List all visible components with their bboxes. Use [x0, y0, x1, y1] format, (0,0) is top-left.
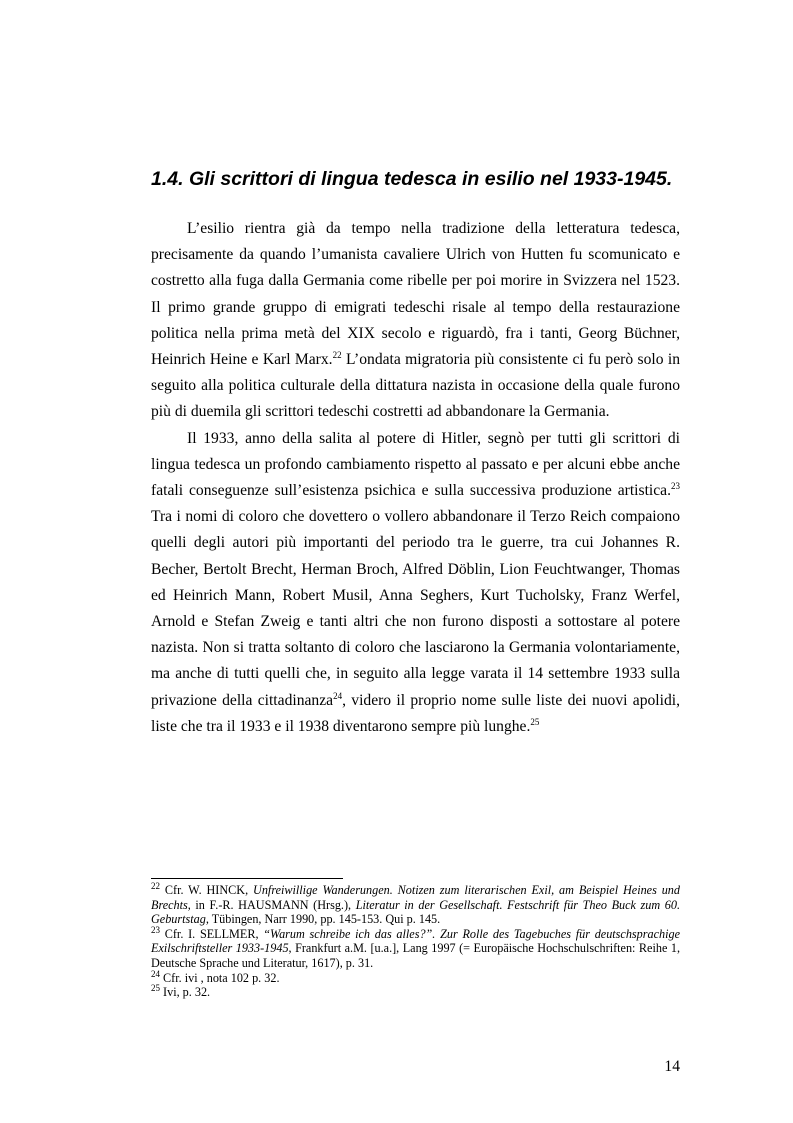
footnote-24 — [151, 968, 680, 986]
footnote-text: , Frankfurt a.M. [u.a.], Lang 1997 (= Europäische Hochschulschriften: Reihe 1, Deutsche Sprache und Literatur, 1617), p. 31. — [151, 941, 680, 970]
paragraph-text: , videro il proprio nome sulle liste dei nuovi apolidi, liste che tra il 1933 e il 1938 diventarono sempre più lunghe. — [151, 691, 680, 735]
footnote-text: Cfr. I. SELLMER, — [160, 926, 264, 941]
footnote-title: Unfreiwillige Wanderungen. Notizen zum literarischen Exil, am Beispiel Heines und Brechts, — [151, 883, 680, 912]
paragraph-1 — [151, 216, 680, 426]
footnote-number: 24 — [151, 968, 160, 979]
footnote-number: 23 — [151, 924, 160, 935]
footnote-text: Cfr. W. HINCK, — [160, 883, 254, 897]
footnote-text: in F.-R. HAUSMANN (Hrsg.), — [190, 897, 356, 912]
footnote-separator — [151, 878, 343, 879]
paragraph-text: L’esilio rientra già da tempo nella tradizione della letteratura tedesca, precisamente da quando l’umanista cavaliere Ulrich von Hutten fu scomunicato e costretto alla fuga dalla Germania come ribelle per poi morire in Svizzera nel 1523. Il primo grande gruppo di emigrati tedeschi risale al tempo della restaurazione politica nella prima metà del XIX secolo e riguardò, fra i tanti, Georg Büchner, Heinrich Heine e Karl Marx. — [151, 220, 680, 369]
body-text — [151, 216, 680, 740]
section-heading: 1.4. Gli scrittori di lingua tedesca in esilio nel 1933-1945. — [151, 168, 673, 190]
paragraph-text: Il 1933, anno della salita al potere di Hitler, segnò per tutti gli scrittori di lingua tedesca un profondo cambiamento rispetto al passato e per alcuni ebbe anche fatali conseguenze sull’esistenza psichica e sulla successiva produzione artistica. — [151, 429, 680, 500]
footnote-ref-22[interactable]: 22 — [332, 349, 342, 360]
page-number: 14 — [664, 1058, 680, 1075]
footnote-number: 22 — [151, 880, 160, 891]
footnote-number: 25 — [151, 983, 160, 994]
footnotes — [151, 880, 680, 1000]
footnote-text: Ivi, p. 32. — [160, 985, 211, 1000]
footnote-23 — [151, 924, 680, 971]
footnote-text: Tübingen, Narr 1990, pp. 145-153. Qui p. 145. — [208, 912, 441, 927]
paragraph-2 — [151, 426, 680, 740]
footnote-title: Literatur in der Gesellschaft. Festschrift für Theo Buck zum 60. Geburtstag, — [151, 897, 680, 927]
paragraph-text: Tra i nomi di coloro che dovettero o vollero abbandonare il Terzo Reich compaiono quelli degli autori più importanti del periodo tra le guerre, tra cui Johannes R. Becher, Bertolt Brecht, Herman Broch, Alfred Döblin, Lion Feuchtwanger, Thomas ed Heinrich Mann, Robert Musil, Anna Seghers, Kurt Tucholsky, Franz Werfel, Arnold e Stefan Zweig e tanti altri che non furono disposti a sottostare al potere nazista. Non si tratta soltanto di coloro che lasciarono la Germania volontariamente, ma anche di tutti quelli che, in seguito alla legge varata il 14 settembre 1933 sulla privazione della cittadinanza — [151, 508, 680, 709]
footnote-ref-23[interactable]: 23 — [671, 480, 680, 491]
footnote-ref-25[interactable]: 25 — [530, 716, 540, 727]
footnote-title: “Warum schreibe ich das alles?”. Zur Rolle des Tagebuches für deutschsprachige Exilschriftsteller 1933-1945 — [151, 926, 680, 956]
footnote-25 — [151, 985, 680, 1000]
footnote-ref-24[interactable]: 24 — [333, 690, 343, 701]
paragraph-text: L’ondata migratoria più consistente ci fu però solo in seguito alla politica culturale della dittatura nazista in occasione della quale furono più di duemila gli scrittori tedeschi costretti ad abbandonare la Germania. — [151, 351, 680, 421]
footnote-22 — [151, 880, 680, 927]
footnote-text: Cfr. ivi , nota 102 p. 32. — [160, 970, 280, 985]
